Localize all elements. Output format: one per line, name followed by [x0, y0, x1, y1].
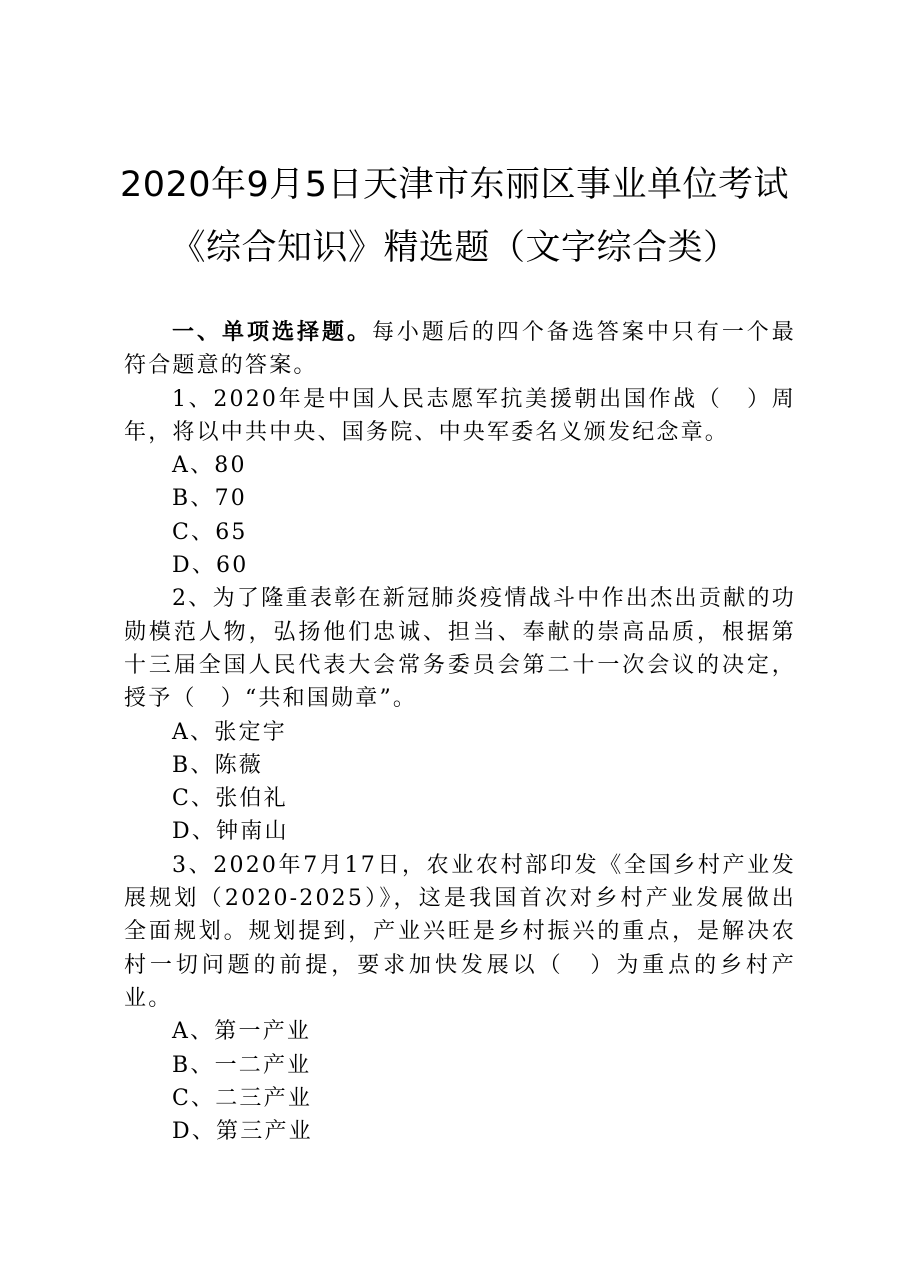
question-1-option-a: A、80 [172, 453, 247, 479]
question-1-option-c: C、65 [172, 519, 248, 545]
question-2-option-c: C、张伯礼 [172, 786, 288, 812]
question-3-option-a: A、第一产业 [172, 1019, 312, 1045]
question-1-stem: 1、2020年是中国人民志愿军抗美援朝出国作战（ ）周年，将以中共中央、国务院、中央军委名义颁发纪念章。 [124, 386, 796, 445]
question-3-stem: 3、2020年7月17日，农业农村部印发《全国乡村产业发展规划（2020-2025）》，这是我国首次对乡村产业发展做出全面规划。规划提到，产业兴旺是乡村振兴的重点，是解决农村一切问题的前提，要求加快发展以（ ）为重点的乡村产业。 [124, 852, 796, 1011]
document-title-line-1: 2020年9月5日天津市东丽区事业单位考试 [119, 165, 790, 205]
question-3-option-b: B、一二产业 [172, 1052, 312, 1078]
question-1-option-d: D、60 [172, 553, 249, 579]
question-1-option-b: B、70 [172, 486, 247, 512]
document-title-line-2: 《综合知识》精选题（文字综合类） [170, 228, 739, 268]
question-3-option-c: C、二三产业 [172, 1085, 313, 1111]
section-instruction: 每小题后的四个备选答案中只有一个最符合题意的答案。 [124, 320, 796, 379]
section-heading: 一、单项选择题。 [172, 320, 372, 345]
document-body [124, 316, 796, 1148]
question-2-option-b: B、陈薇 [172, 752, 263, 778]
section-intro [124, 316, 796, 383]
question-2-option-a: A、张定宇 [172, 719, 287, 745]
question-3-option-d: D、第三产业 [172, 1119, 313, 1145]
question-2-stem: 2、为了隆重表彰在新冠肺炎疫情战斗中作出杰出贡献的功勋模范人物，弘扬他们忠诚、担当、奉献的崇高品质，根据第十三届全国人民代表大会常务委员会第二十一次会议的决定，授予（ ）“共和国勋章”。 [124, 586, 796, 712]
question-2-option-d: D、钟南山 [172, 819, 289, 845]
